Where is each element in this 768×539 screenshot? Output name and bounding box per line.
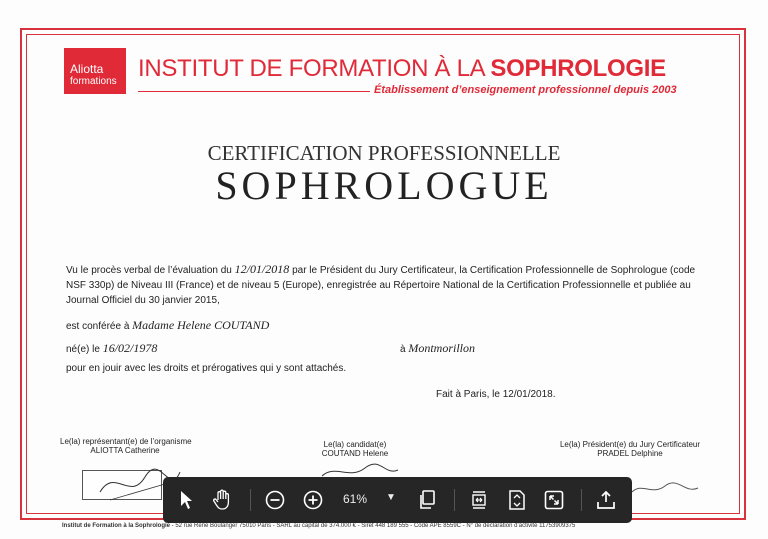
place-label: à	[400, 344, 409, 355]
footer-bold: Institut de Formation à la Sophrologie	[62, 523, 171, 529]
signature-role: Le(la) candidat(e)	[323, 440, 387, 449]
signature-block-candidate	[300, 440, 410, 458]
conferred-line	[66, 318, 269, 333]
pointer-icon	[179, 490, 195, 510]
place-date-text: Fait à Paris, le 12/01/2018.	[436, 389, 556, 400]
toolbar-separator	[454, 489, 455, 511]
evaluation-paragraph	[66, 262, 704, 308]
president-signature	[630, 480, 700, 500]
zoom-in-icon	[303, 490, 323, 510]
share-button[interactable]	[590, 484, 622, 516]
birth-place-line	[400, 341, 475, 356]
signature-block-organisation	[60, 437, 190, 455]
fullscreen-button[interactable]	[538, 484, 570, 516]
rights-text: pour en jouir avec les droits et prérogatives qui y sont attachés.	[66, 363, 347, 374]
birth-place: Montmorillon	[408, 341, 476, 355]
copy-icon	[418, 490, 436, 510]
signature-role: Le(la) représentant(e) de l’organisme	[60, 437, 192, 446]
upload-icon	[596, 490, 616, 510]
paragraph-part2: par le Président du Jury Certificateur, la Certification Professionnelle de Sophrologue (code NSF 330p) de Niveau III (France) et de niveau 5 (Europe), enregistrée au Répertoire National de la Certification Professionnelle et publiée au Journal Officiel du 30 janvier 2015,	[66, 265, 696, 306]
birth-date: 16/02/1978	[102, 341, 158, 355]
select-tool-button[interactable]	[171, 484, 203, 516]
institute-title	[138, 55, 666, 83]
institute-subtitle: Établissement d’enseignement professionnel depuis 2003	[374, 84, 677, 96]
footer	[62, 523, 575, 529]
copy-button[interactable]	[411, 484, 443, 516]
logo-line-2: formations	[70, 76, 117, 87]
signature-name: COUTAND Helene	[321, 449, 389, 458]
toolbar-separator	[581, 489, 582, 511]
fit-width-button[interactable]	[463, 484, 495, 516]
signature-block-president	[545, 440, 715, 458]
certificate-title: CERTIFICATION PROFESSIONNELLE	[207, 141, 561, 165]
aliotta-logo	[64, 48, 126, 94]
fit-width-icon	[469, 490, 489, 510]
viewer-toolbar	[163, 477, 632, 523]
footer-text: - 52 rue René Boulanger 75010 Paris - SARL au capital de 374.000 € - Siret 448 189 555 - Code APE 8559C - N° de déclaration d’activité 11753909375	[170, 523, 576, 529]
paragraph-part1: Vu le procès verbal de l’évaluation du	[66, 265, 235, 276]
institute-underline	[138, 91, 370, 92]
zoom-in-button[interactable]	[297, 484, 329, 516]
institute-title-part2: SOPHROLOGIE	[490, 55, 666, 82]
signature-name: PRADEL Delphine	[597, 449, 663, 458]
logo-line-1: Aliotta	[70, 62, 104, 76]
evaluation-date: 12/01/2018	[234, 262, 290, 276]
zoom-level[interactable]: 61%	[343, 492, 368, 506]
birth-date-line	[66, 341, 157, 356]
zoom-dropdown-icon[interactable]: ▼	[386, 492, 396, 503]
signature-name: ALIOTTA Catherine	[90, 446, 160, 455]
institute-title-part1: INSTITUT DE FORMATION À LA	[138, 55, 491, 82]
fit-page-button[interactable]	[501, 484, 533, 516]
fullscreen-icon	[544, 490, 564, 510]
fit-page-icon	[508, 490, 526, 510]
certificate-subtitle: SOPHROLOGUE	[215, 163, 553, 208]
toolbar-separator	[250, 489, 251, 511]
zoom-out-button[interactable]	[259, 484, 291, 516]
conferred-label: est conférée à	[66, 321, 133, 332]
hand-tool-button[interactable]	[207, 484, 239, 516]
born-label: né(e) le	[66, 344, 103, 355]
recipient-name: Madame Helene COUTAND	[132, 318, 270, 332]
hand-icon	[213, 489, 233, 511]
zoom-out-icon	[265, 490, 285, 510]
signature-role: Le(la) Président(e) du Jury Certificateur	[559, 440, 701, 449]
